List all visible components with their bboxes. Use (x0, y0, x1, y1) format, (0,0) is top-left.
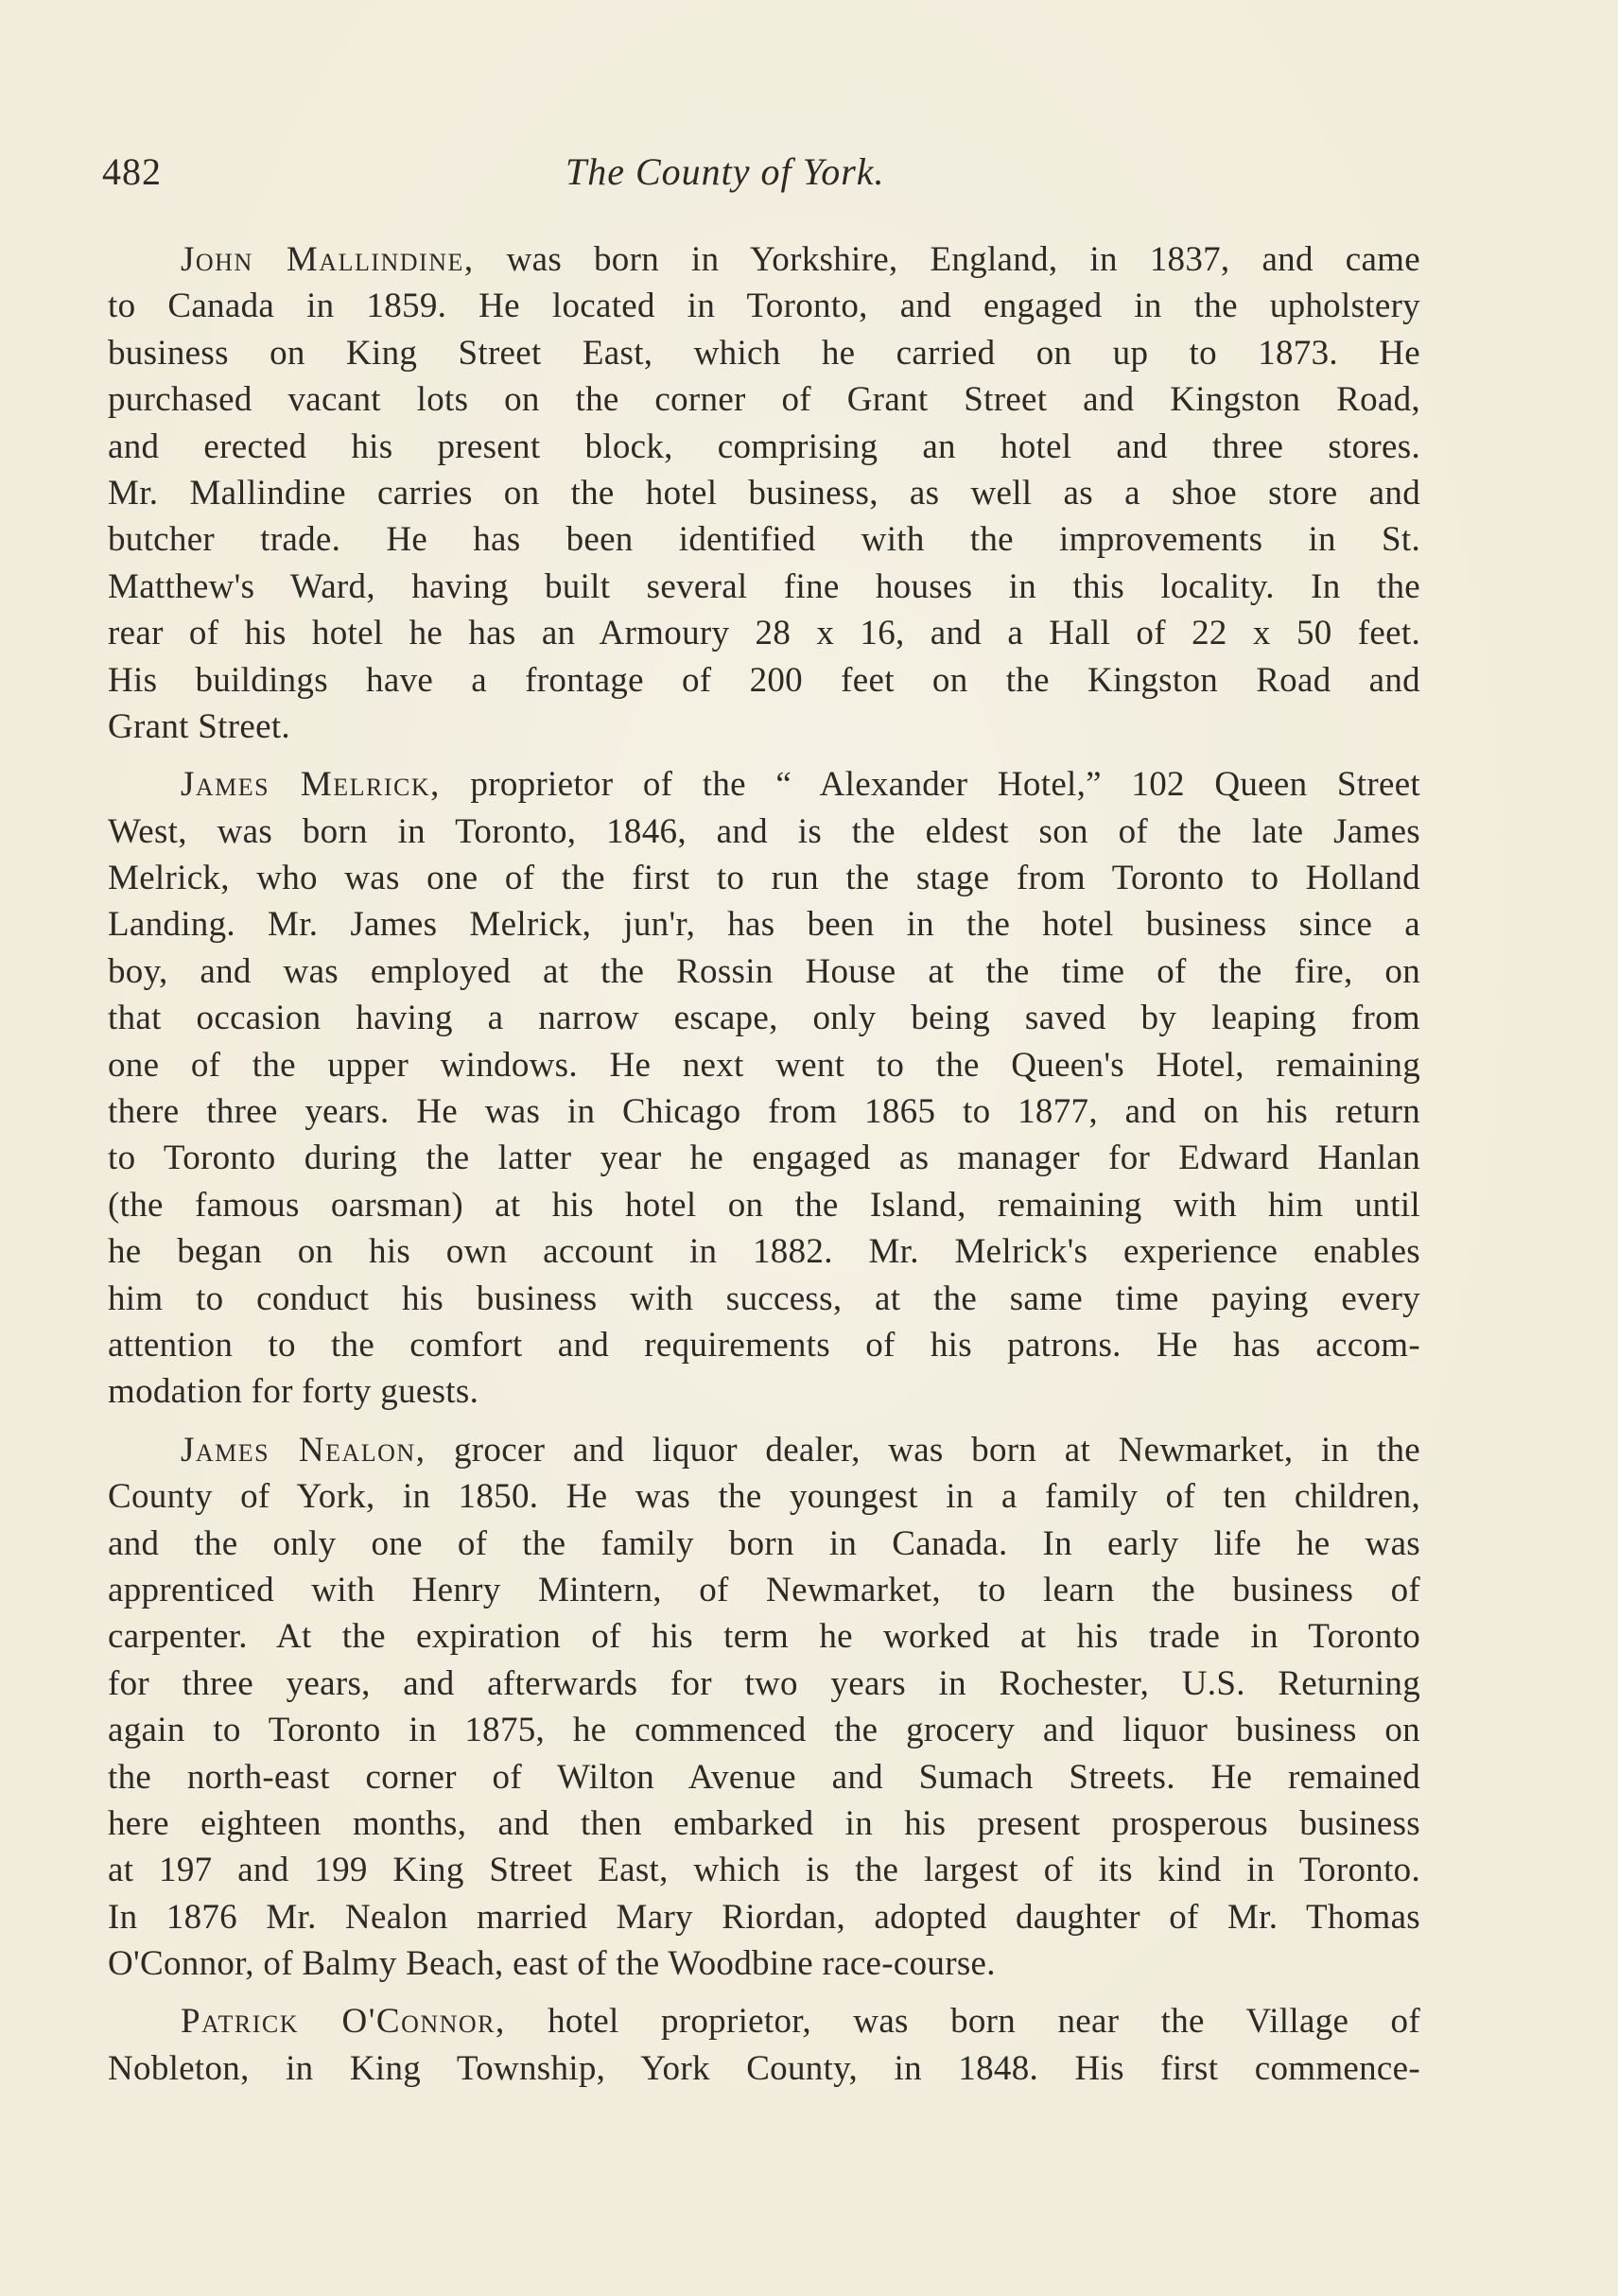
person-name: James Nealon, (181, 1430, 426, 1470)
text-line: Melrick, who was one of the first to run the stage from Toronto to Holland (108, 859, 1420, 898)
text-line: Nobleton, in King Township, York County, in 1848. His first commence- (108, 2048, 1420, 2088)
paragraph-oconnor (108, 1998, 1420, 2092)
paragraph-melrick (108, 761, 1420, 1415)
text-line: at 197 and 199 King Street East, which is the largest of its kind in Toronto. (108, 1851, 1420, 1890)
text-line: the north-east corner of Wilton Avenue and Sumach Streets. He remained (108, 1757, 1420, 1797)
text-line: His buildings have a frontage of 200 feet on the Kingston Road and (108, 660, 1420, 700)
text-line: there three years. He was in Chicago from 1865 to 1877, and on his return (108, 1092, 1420, 1132)
text-line: one of the upper windows. He next went to the Queen's Hotel, remaining (108, 1045, 1420, 1085)
text-line: Patrick O'Connor, hotel proprietor, was born near the Village of (181, 2002, 1420, 2042)
person-name: James Melrick, (181, 765, 441, 805)
paragraph-mallindine (108, 236, 1420, 750)
text-line: attention to the comfort and requirements of his patrons. He has accom- (108, 1325, 1420, 1365)
text-line: (the famous oarsman) at his hotel on the Island, remaining with him until (108, 1185, 1420, 1225)
text-line: business on King Street East, which he carried on up to 1873. He (108, 333, 1420, 373)
text-line: Mr. Mallindine carries on the hotel business, as well as a shoe store and (108, 473, 1420, 513)
text-line: and the only one of the family born in Canada. In early life he was (108, 1523, 1420, 1563)
text-line: him to conduct his business with success, at the same time paying every (108, 1278, 1420, 1318)
text-line: modation for forty guests. (108, 1372, 479, 1412)
text-line: boy, and was employed at the Rossin House at the time of the fire, on (108, 951, 1420, 991)
text-line: West, was born in Toronto, 1846, and is the eldest son of the late James (108, 811, 1420, 851)
text-line: that occasion having a narrow escape, only being saved by leaping from (108, 999, 1420, 1038)
text-line: and erected his present block, comprising an hotel and three stores. (108, 426, 1420, 466)
text-line: he began on his own account in 1882. Mr. Melrick's experience enables (108, 1232, 1420, 1272)
text-line: to Canada in 1859. He located in Toronto, and engaged in the upholstery (108, 287, 1420, 326)
text-line: Matthew's Ward, having built several fine houses in this locality. In the (108, 566, 1420, 606)
text-line: again to Toronto in 1875, he commenced the grocery and liquor business on (108, 1711, 1420, 1750)
text-line: apprenticed with Henry Mintern, of Newmarket, to learn the business of (108, 1570, 1420, 1609)
text-line: James Melrick, proprietor of the “ Alexander Hotel,” 102 Queen Street (181, 765, 1420, 805)
text-line: County of York, in 1850. He was the youngest in a family of ten children, (108, 1477, 1420, 1517)
text-line: Grant Street. (108, 706, 290, 746)
person-name: John Mallindine, (181, 240, 475, 279)
text-line: here eighteen months, and then embarked in his present prosperous business (108, 1803, 1420, 1843)
text-line: rear of his hotel he has an Armoury 28 x 16, and a Hall of 22 x 50 feet. (108, 614, 1420, 653)
running-title: The County of York. (565, 150, 885, 193)
text-line: Landing. Mr. James Melrick, jun'r, has been in the hotel business since a (108, 905, 1420, 945)
person-name: Patrick O'Connor, (181, 2002, 506, 2042)
text-line: In 1876 Mr. Nealon married Mary Riordan, adopted daughter of Mr. Thomas (108, 1897, 1420, 1937)
text-line: O'Connor, of Balmy Beach, east of the Woodbine race-course. (108, 1944, 996, 1984)
body-text (108, 236, 1420, 2103)
text-line: James Nealon, grocer and liquor dealer, was born at Newmarket, in the (181, 1430, 1420, 1470)
text-line: John Mallindine, was born in Yorkshire, England, in 1837, and came (181, 240, 1420, 279)
page-number: 482 (102, 150, 162, 193)
text-line: purchased vacant lots on the corner of Grant Street and Kingston Road, (108, 380, 1420, 420)
text-line: carpenter. At the expiration of his term he worked at his trade in Toronto (108, 1617, 1420, 1657)
text-line: for three years, and afterwards for two years in Rochester, U.S. Returning (108, 1663, 1420, 1703)
paragraph-nealon (108, 1427, 1420, 1988)
text-line: butcher trade. He has been identified with the improvements in St. (108, 520, 1420, 560)
text-line: to Toronto during the latter year he engaged as manager for Edward Hanlan (108, 1139, 1420, 1178)
page-header (102, 149, 1426, 206)
